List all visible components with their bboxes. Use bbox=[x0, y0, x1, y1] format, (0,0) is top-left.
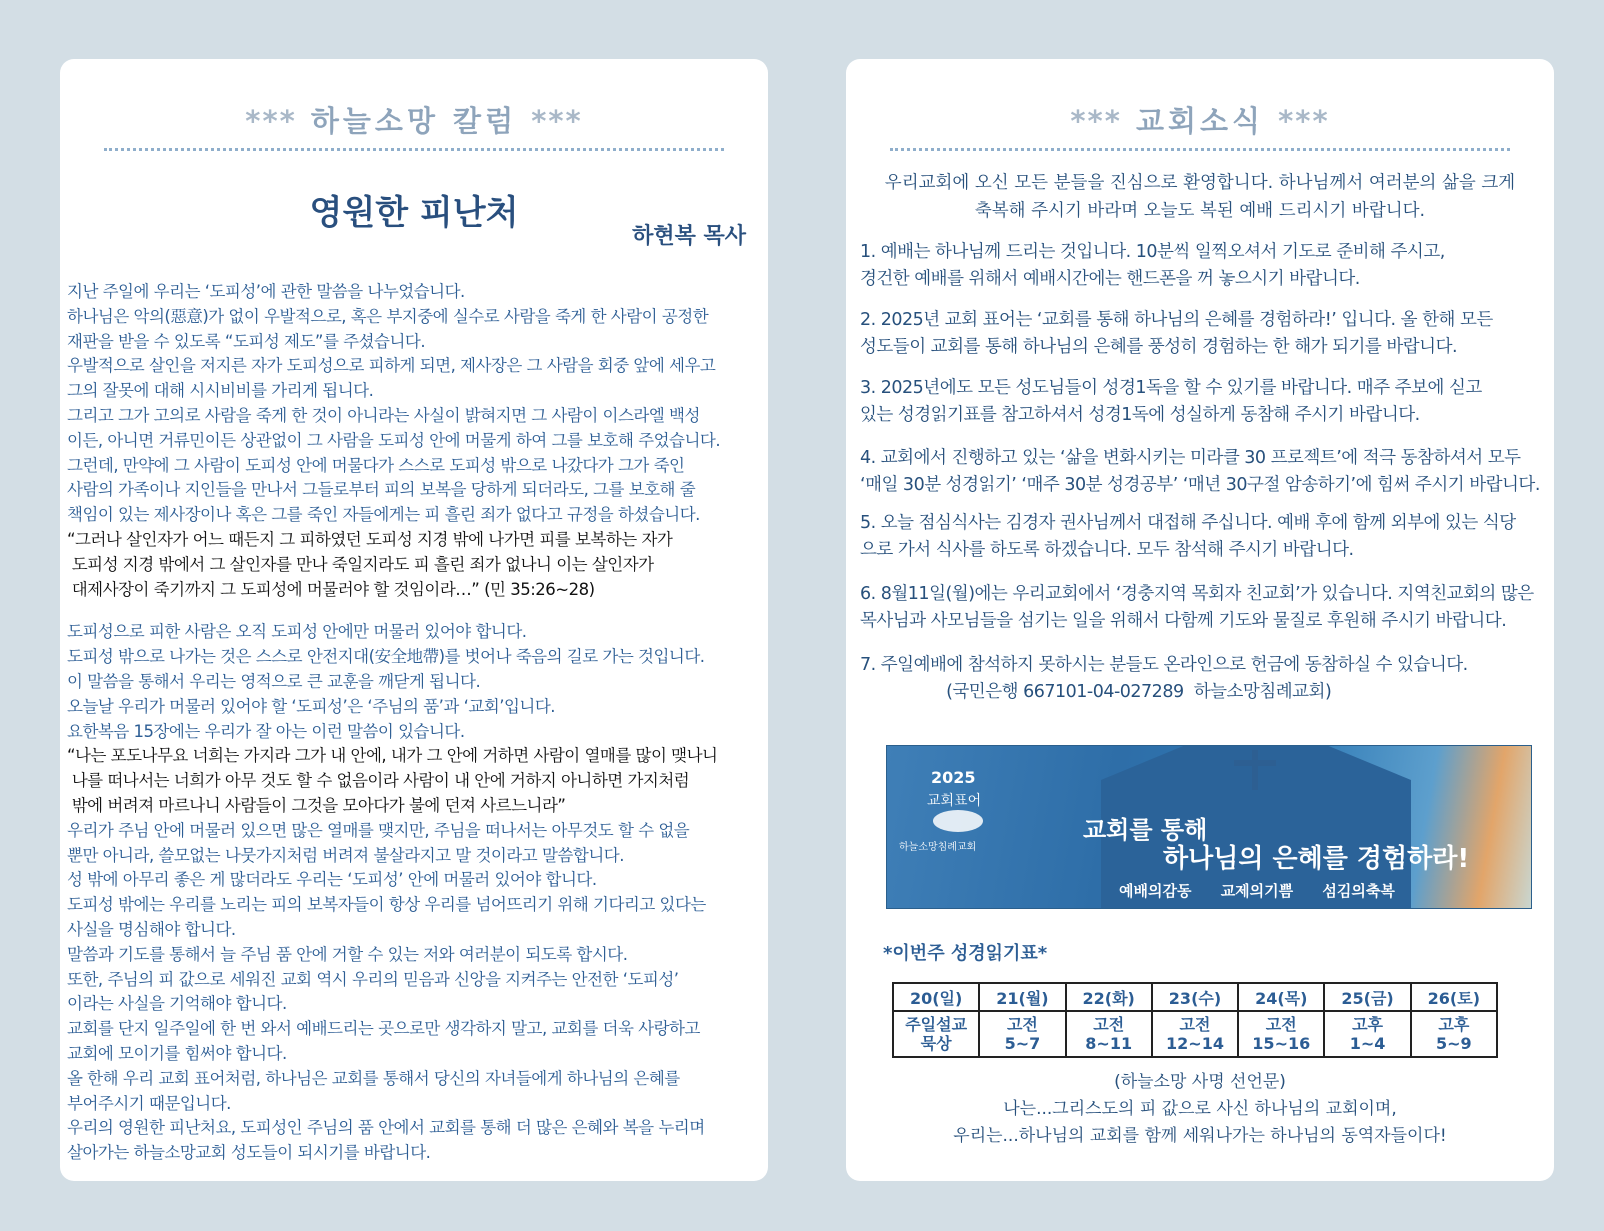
column-text-line: 부어주시기 때문입니다. bbox=[67, 1093, 231, 1113]
news-panel bbox=[846, 59, 1554, 1181]
column-body bbox=[67, 280, 767, 1166]
banner-motto-line1: 교회를 통해 bbox=[1083, 816, 1208, 844]
reading-plan-table bbox=[892, 982, 1498, 1058]
column-text-line: 교회를 단지 일주일에 한 번 와서 예배드리는 곳으로만 생각하지 말고, 교회를 더욱 사랑하고 bbox=[67, 1019, 700, 1039]
column-text-line: 이라는 사실을 기억해야 합니다. bbox=[67, 994, 287, 1014]
column-text-line: 살아가는 하늘소망교회 성도들이 되시기를 바랍니다. bbox=[67, 1143, 431, 1163]
column-text-line: 또한, 주님의 피 값으로 세워진 교회 역시 우리의 믿음과 신앙을 지켜주는 안전한 ‘도피성’ bbox=[67, 969, 679, 989]
header-stars-right: *** bbox=[1278, 104, 1330, 138]
reading-cell bbox=[979, 1011, 1065, 1057]
welcome-message bbox=[846, 169, 1554, 225]
news-item-6 bbox=[860, 581, 1550, 635]
reading-day: 22(화) bbox=[1066, 983, 1152, 1011]
banner-motto-line2: 하나님의 은혜를 경험하라! bbox=[1163, 844, 1470, 874]
column-text-line: 성 밖에 아무리 좋은 게 많더라도 우리는 ‘도피성’ 안에 머물러 있어야 합니다. bbox=[67, 870, 597, 890]
news-item-1 bbox=[860, 239, 1550, 293]
mission-statement bbox=[846, 1069, 1554, 1150]
scripture-quote-line: 밖에 버려져 마르나니 사람들이 그것을 모아다가 불에 던져 사르느니라” bbox=[67, 795, 566, 815]
column-text-line: 그런데, 만약에 그 사람이 도피성 안에 머물다가 스스로 도피성 밖으로 나갔다가 그가 죽인 bbox=[67, 455, 685, 475]
column-text-line: 요한복음 15장에는 우리가 잘 아는 이런 말씀이 있습니다. bbox=[67, 721, 465, 741]
church-logo-icon bbox=[933, 810, 983, 832]
news-line: 성도들이 교회를 통해 하나님의 은혜를 풍성히 경험하는 한 해가 되기를 바랍니다. bbox=[860, 337, 1458, 357]
news-line: 7. 주일예배에 참석하지 못하시는 분들도 온라인으로 헌금에 동참하실 수 있습니다. bbox=[860, 655, 1468, 675]
banner-church-name: 하늘소망침례교회 bbox=[899, 842, 977, 853]
banner-year: 2025 bbox=[931, 768, 976, 787]
reading-cell bbox=[1411, 1011, 1497, 1057]
reading-book: 고후 bbox=[1352, 1015, 1383, 1034]
banner-taglines bbox=[1119, 880, 1419, 901]
column-text-line: 우리의 영원한 피난처요, 도피성인 주님의 품 안에서 교회를 통해 더 많은 은혜와 복을 누리며 bbox=[67, 1118, 705, 1138]
reading-book: 고전 bbox=[1093, 1015, 1125, 1034]
scripture-quote-line: 대제사장이 죽기까지 그 도피성에 머물러야 할 것임이라…” (민 35:26~28) bbox=[67, 579, 595, 599]
column-text-line: 재판을 받을 수 있도록 “도피성 제도”를 주셨습니다. bbox=[67, 331, 426, 351]
scripture-quote-line: 도피성 지경 밖에서 그 살인자를 만나 죽일지라도 피 흘린 죄가 없나니 이는 살인자가 bbox=[67, 554, 654, 574]
header-stars-left: *** bbox=[1070, 104, 1122, 138]
column-text-line: 말씀과 기도를 통해서 늘 주님 품 안에 거할 수 있는 저와 여러분이 되도록 합시다. bbox=[67, 944, 628, 964]
column-text-line: 하나님은 악의(惡意)가 없이 우발적으로, 혹은 부지중에 실수로 사람을 죽게 한 사람이 공정한 bbox=[67, 306, 709, 326]
banner-subtitle: 교회표어 bbox=[927, 793, 982, 809]
cross-icon bbox=[1234, 760, 1276, 766]
mission-line: 우리는...하나님의 교회를 함께 세워나가는 하나님의 동역자들이다! bbox=[953, 1126, 1447, 1146]
column-text-line: 뿐만 아니라, 쓸모없는 나뭇가지처럼 버려져 불살라지고 말 것이라고 말씀합니다. bbox=[67, 845, 624, 865]
column-text-line: 우발적으로 살인을 저지른 자가 도피성으로 피하게 되면, 제사장은 그 사람을 회중 앞에 세우고 bbox=[67, 356, 716, 376]
reading-chapters: 12~14 bbox=[1166, 1034, 1224, 1053]
reading-chapters: 5~7 bbox=[1004, 1034, 1041, 1053]
news-line: 목사님과 사모님들을 섬기는 일을 위해서 다함께 기도와 물질로 후원해 주시기 바랍니다. bbox=[860, 611, 1507, 631]
scripture-quote-line: 나를 떠나서는 너희가 아무 것도 할 수 없음이라 사람이 내 안에 거하지 아니하면 가지처럼 bbox=[67, 771, 690, 791]
table-row bbox=[893, 1011, 1497, 1057]
column-text-line: 그리고 그가 고의로 사람을 죽게 한 것이 아니라는 사실이 밝혀지면 그 사람이 이스라엘 백성 bbox=[67, 405, 700, 425]
table-row bbox=[893, 983, 1497, 1011]
column-text-line: 교회에 모이기를 힘써야 합니다. bbox=[67, 1043, 287, 1063]
column-text-line: 올 한해 우리 교회 표어처럼, 하나님은 교회를 통해서 당신의 자녀들에게 하나님의 은혜를 bbox=[67, 1068, 680, 1088]
reading-cell bbox=[893, 1011, 979, 1057]
reading-chapters: 8~11 bbox=[1085, 1034, 1133, 1053]
mission-title: (하늘소망 사명 선언문) bbox=[1114, 1072, 1286, 1092]
news-line: 5. 오늘 점심식사는 김경자 권사님께서 대접해 주십니다. 예배 후에 함께 외부에 있는 식당 bbox=[860, 513, 1516, 533]
banner-tagline: 교제의기쁨 bbox=[1220, 882, 1294, 900]
dotted-divider bbox=[104, 148, 724, 151]
banner-tagline: 섬김의축복 bbox=[1322, 882, 1395, 900]
reading-cell bbox=[1152, 1011, 1238, 1057]
news-item-5 bbox=[860, 510, 1550, 564]
reading-book: 고전 bbox=[1006, 1015, 1038, 1034]
column-text-line: 지난 주일에 우리는 ‘도피성’에 관한 말씀을 나누었습니다. bbox=[67, 282, 465, 301]
dotted-divider bbox=[890, 148, 1510, 151]
news-item-2 bbox=[860, 307, 1550, 361]
column-text-line: 도피성으로 피한 사람은 오직 도피성 안에만 머물러 있어야 합니다. bbox=[67, 622, 527, 642]
column-text-line: 도피성 밖으로 나가는 것은 스스로 안전지대(安全地帶)를 벗어나 죽음의 길로 가는 것입니다. bbox=[67, 647, 705, 667]
column-text-line: 그의 잘못에 대해 시시비비를 가리게 됩니다. bbox=[67, 381, 374, 401]
reading-day: 23(수) bbox=[1152, 983, 1238, 1011]
reading-day: 24(목) bbox=[1238, 983, 1324, 1011]
banner-tagline: 예배의감동 bbox=[1119, 882, 1192, 900]
reading-day: 26(토) bbox=[1411, 983, 1497, 1011]
news-header-title: 교회소식 bbox=[1135, 104, 1265, 138]
paragraph-gap bbox=[67, 602, 767, 620]
scripture-quote-line: “그러나 살인자가 어느 때든지 그 피하였던 도피성 지경 밖에 나가면 피를 보복하는 자가 bbox=[67, 529, 673, 549]
news-line: 경건한 예배를 위해서 예배시간에는 핸드폰을 꺼 놓으시기 바랍니다. bbox=[860, 269, 1360, 289]
column-text-line: 우리가 주님 안에 머물러 있으면 많은 열매를 맺지만, 주님을 떠나서는 아무것도 할 수 없을 bbox=[67, 820, 690, 840]
header-stars-left: *** bbox=[245, 104, 297, 138]
news-line: (국민은행 667101-04-027289 하늘소망침례교회) bbox=[860, 682, 1332, 702]
reading-day: 25(금) bbox=[1324, 983, 1410, 1011]
reading-book: 고전 bbox=[1179, 1015, 1211, 1034]
header-stars-right: *** bbox=[531, 104, 583, 138]
cross-icon bbox=[1252, 750, 1258, 790]
reading-plan-title: *이번주 성경읽기표* bbox=[883, 943, 1048, 964]
reading-book: 주일설교 bbox=[905, 1015, 968, 1034]
column-text-line: 사실을 명심해야 합니다. bbox=[67, 919, 236, 939]
reading-chapters: 묵상 bbox=[920, 1034, 952, 1053]
news-line: 으로 가서 식사를 하도록 하겠습니다. 모두 참석해 주시기 바랍니다. bbox=[860, 540, 1354, 560]
news-item-4 bbox=[860, 445, 1550, 499]
reading-book: 고후 bbox=[1438, 1015, 1470, 1034]
column-text-line: 이든, 아니면 거류민이든 상관없이 그 사람을 도피성 안에 머물게 하여 그를 보호해 주었습니다. bbox=[67, 430, 721, 450]
news-item-7 bbox=[860, 652, 1550, 706]
column-header-title: 하늘소망 칼럼 bbox=[310, 104, 518, 138]
column-author: 하현복 목사 bbox=[632, 224, 746, 249]
column-text-line: 책임이 있는 제사장이나 혹은 그를 죽인 자들에게는 피 흘린 죄가 없다고 규정을 하셨습니다. bbox=[67, 505, 700, 525]
reading-cell bbox=[1066, 1011, 1152, 1057]
reading-chapters: 5~9 bbox=[1436, 1034, 1472, 1053]
scripture-quote-line: “나는 포도나무요 너희는 가지라 그가 내 안에, 내가 그 안에 거하면 사람이 열매를 많이 맺나니 bbox=[67, 746, 718, 766]
mission-line: 나는...그리스도의 피 값으로 사신 하나님의 교회이며, bbox=[1003, 1099, 1397, 1119]
reading-book: 고전 bbox=[1265, 1015, 1297, 1034]
news-line: 있는 성경읽기표를 참고하셔서 성경1독에 성실하게 동참해 주시기 바랍니다. bbox=[860, 405, 1420, 425]
welcome-line: 축복해 주시기 바라며 오늘도 복된 예배 드리시기 바랍니다. bbox=[974, 201, 1426, 221]
reading-day: 20(일) bbox=[893, 983, 979, 1011]
news-line: 4. 교회에서 진행하고 있는 ‘삶을 변화시키는 미라클 30 프로젝트’에 적극 동참하셔서 모두 bbox=[860, 448, 1521, 468]
column-text-line: 오늘날 우리가 머물러 있어야 할 ‘도피성’은 ‘주님의 품’과 ‘교회’입니다. bbox=[67, 696, 556, 716]
news-item-3 bbox=[860, 375, 1550, 429]
column-text-line: 사람의 가족이나 지인들을 만나서 그들로부터 피의 보복을 당하게 되더라도, 그를 보호해 줄 bbox=[67, 480, 696, 500]
column-text-line: 이 말씀을 통해서 우리는 영적으로 큰 교훈을 깨닫게 됩니다. bbox=[67, 671, 481, 691]
reading-day: 21(월) bbox=[979, 983, 1065, 1011]
news-header bbox=[846, 99, 1554, 140]
news-line: 3. 2025년에도 모든 성도님들이 성경1독을 할 수 있기를 바랍니다. 매주 주보에 싣고 bbox=[860, 378, 1482, 398]
news-line: 1. 예배는 하나님께 드리는 것입니다. 10분씩 일찍오셔서 기도로 준비해 주시고, bbox=[860, 242, 1445, 262]
reading-chapters: 15~16 bbox=[1252, 1034, 1311, 1053]
column-title: 영원한 피난처 bbox=[309, 193, 519, 233]
reading-cell bbox=[1238, 1011, 1324, 1057]
column-header bbox=[60, 99, 768, 140]
motto-banner bbox=[886, 745, 1532, 909]
news-line: 2. 2025년 교회 표어는 ‘교회를 통해 하나님의 은혜를 경험하라!’ 입니다. 올 한해 모든 bbox=[860, 310, 1493, 330]
column-panel bbox=[60, 59, 768, 1181]
reading-chapters: 1~4 bbox=[1349, 1034, 1386, 1053]
news-line: ‘매일 30분 성경읽기’ ‘매주 30분 성경공부’ ‘매년 30구절 암송하기’에 힘써 주시기 바랍니다. bbox=[860, 475, 1540, 495]
news-line: 6. 8월11일(월)에는 우리교회에서 ‘경충지역 목회자 친교회’가 있습니다. 지역친교회의 많은 bbox=[860, 584, 1534, 604]
reading-cell bbox=[1324, 1011, 1410, 1057]
welcome-line: 우리교회에 오신 모든 분들을 진심으로 환영합니다. 하나님께서 여러분의 삶을 크게 bbox=[884, 173, 1516, 193]
column-text-line: 도피성 밖에는 우리를 노리는 피의 보복자들이 항상 우리를 넘어뜨리기 위해 기다리고 있다는 bbox=[67, 895, 706, 915]
